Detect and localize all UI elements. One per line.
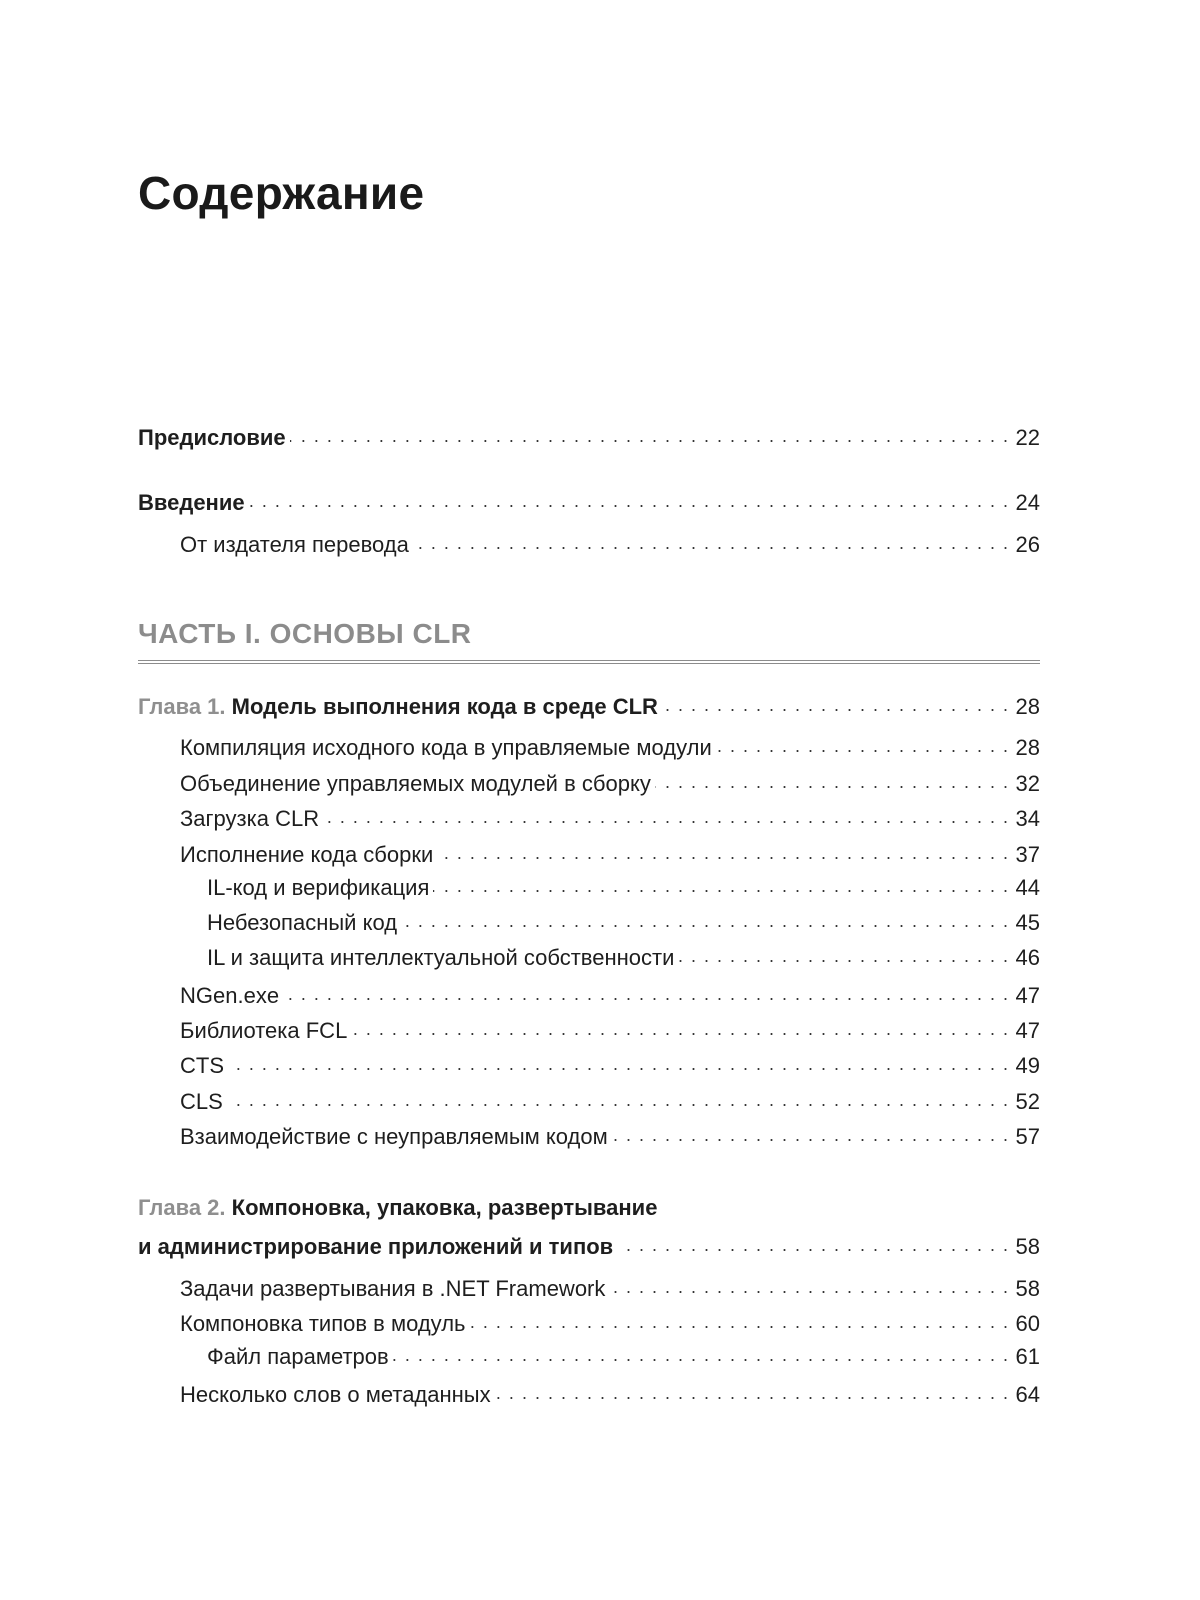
toc-page-number: 44 xyxy=(1015,875,1040,900)
toc-subsection[interactable] xyxy=(207,868,1040,902)
toc-page-number: 47 xyxy=(1015,1018,1040,1043)
toc-subsection[interactable] xyxy=(207,938,1040,972)
leader-dots xyxy=(437,849,1009,863)
toc-subsection[interactable] xyxy=(207,903,1040,937)
toc-entry-label: NGen.exe xyxy=(180,983,280,1008)
leader-dots xyxy=(433,882,1009,896)
page-title: Содержание xyxy=(138,167,425,219)
toc-page-number: 47 xyxy=(1015,983,1040,1008)
toc-section[interactable] xyxy=(180,1046,1040,1080)
toc-entry-preface[interactable] xyxy=(138,418,1040,452)
leader-dots xyxy=(612,1131,1010,1145)
leader-dots xyxy=(662,701,1010,715)
toc-entry-label: Небезопасный код xyxy=(207,910,398,935)
leader-dots xyxy=(655,778,1010,792)
toc-section[interactable] xyxy=(180,764,1040,798)
leader-dots xyxy=(290,432,1010,446)
toc-entry-label: CLS xyxy=(180,1089,223,1114)
part-divider xyxy=(138,660,1040,664)
leader-dots xyxy=(470,1318,1010,1332)
chapter-prefix: Глава 1. xyxy=(138,694,226,719)
leader-dots xyxy=(351,1025,1009,1039)
toc-entry-introduction[interactable] xyxy=(138,483,1040,517)
toc-section[interactable] xyxy=(180,1117,1040,1151)
toc-section[interactable] xyxy=(180,1375,1040,1409)
toc-section[interactable] xyxy=(180,835,1040,869)
toc-page-number: 60 xyxy=(1015,1311,1040,1336)
toc-page-number: 58 xyxy=(1015,1276,1040,1301)
toc-entry-label: Взаимодействие с неуправляемым кодом xyxy=(180,1124,608,1149)
part-heading: ЧАСТЬ I. ОСНОВЫ CLR xyxy=(138,618,472,649)
toc-chapter-heading xyxy=(138,693,658,721)
leader-dots xyxy=(393,1351,1010,1365)
toc-entry-label: IL и защита интеллектуальной собственности xyxy=(207,945,675,970)
toc-page-number: 22 xyxy=(1015,425,1040,450)
chapter-title: Компоновка, упаковка, развертывание xyxy=(231,1195,658,1220)
toc-page-number: 57 xyxy=(1015,1124,1040,1149)
toc-section[interactable] xyxy=(180,976,1040,1010)
toc-section[interactable] xyxy=(180,728,1040,762)
toc-section[interactable] xyxy=(180,1269,1040,1303)
toc-chapter-1[interactable] xyxy=(138,687,1040,721)
leader-dots xyxy=(249,497,1010,511)
toc-entry-label: Введение xyxy=(138,490,245,515)
leader-dots xyxy=(413,539,1010,553)
toc-section[interactable] xyxy=(180,1304,1040,1338)
leader-dots xyxy=(609,1283,1009,1297)
chapter-title: и администрирование приложений и типов xyxy=(138,1234,614,1259)
toc-entry-label: Загрузка CLR xyxy=(180,806,320,831)
chapter-title: Модель выполнения кода в среде CLR xyxy=(231,694,658,719)
toc-entry-label: От издателя перевода xyxy=(180,532,409,557)
toc-page-number: 64 xyxy=(1015,1382,1040,1407)
toc-entry-label: Объединение управляемых модулей в сборку xyxy=(180,771,651,796)
toc-entry-label: IL-код и верификация xyxy=(207,875,430,900)
toc-entry-publisher-note[interactable] xyxy=(180,525,1040,559)
leader-dots xyxy=(228,1060,1010,1074)
toc-entry-label: Компоновка типов в модуль xyxy=(180,1311,466,1336)
toc-page-number: 37 xyxy=(1015,842,1040,867)
toc-page-number: 46 xyxy=(1015,945,1040,970)
leader-dots xyxy=(495,1389,1010,1403)
toc-entry-label: Файл параметров xyxy=(207,1344,389,1369)
toc-page-number: 49 xyxy=(1015,1053,1040,1078)
toc-page-number: 58 xyxy=(1015,1234,1040,1259)
leader-dots xyxy=(678,952,1009,966)
chapter-prefix: Глава 2. xyxy=(138,1195,226,1220)
toc-entry-label: Исполнение кода сборки xyxy=(180,842,434,867)
toc-page-number: 26 xyxy=(1015,532,1040,557)
leader-dots xyxy=(283,990,1009,1004)
toc-page-number: 24 xyxy=(1015,490,1040,515)
leader-dots xyxy=(716,742,1010,756)
toc-chapter-2-line1[interactable] xyxy=(138,1194,657,1222)
toc-entry-label: Компиляция исходного кода в управляемые модули xyxy=(180,735,712,760)
toc-page-number: 45 xyxy=(1015,910,1040,935)
leader-dots xyxy=(617,1241,1009,1255)
toc-section[interactable] xyxy=(180,799,1040,833)
toc-entry-label: CTS xyxy=(180,1053,224,1078)
toc-page-number: 28 xyxy=(1015,694,1040,719)
toc-page-number: 61 xyxy=(1015,1344,1040,1369)
toc-page-number: 34 xyxy=(1015,806,1040,831)
toc-chapter-2[interactable] xyxy=(138,1227,1040,1261)
toc-subsection[interactable] xyxy=(207,1337,1040,1371)
toc-page-number: 52 xyxy=(1015,1089,1040,1114)
leader-dots xyxy=(401,917,1009,931)
leader-dots xyxy=(227,1096,1010,1110)
leader-dots xyxy=(323,813,1009,827)
toc-entry-label: Задачи развертывания в .NET Framework xyxy=(180,1276,606,1301)
toc-page-number: 28 xyxy=(1015,735,1040,760)
toc-section[interactable] xyxy=(180,1082,1040,1116)
toc-page-number: 32 xyxy=(1015,771,1040,796)
toc-section[interactable] xyxy=(180,1011,1040,1045)
toc-entry-label: Предисловие xyxy=(138,425,286,450)
toc-entry-label: Библиотека FCL xyxy=(180,1018,348,1043)
toc-entry-label: Несколько слов о метаданных xyxy=(180,1382,491,1407)
